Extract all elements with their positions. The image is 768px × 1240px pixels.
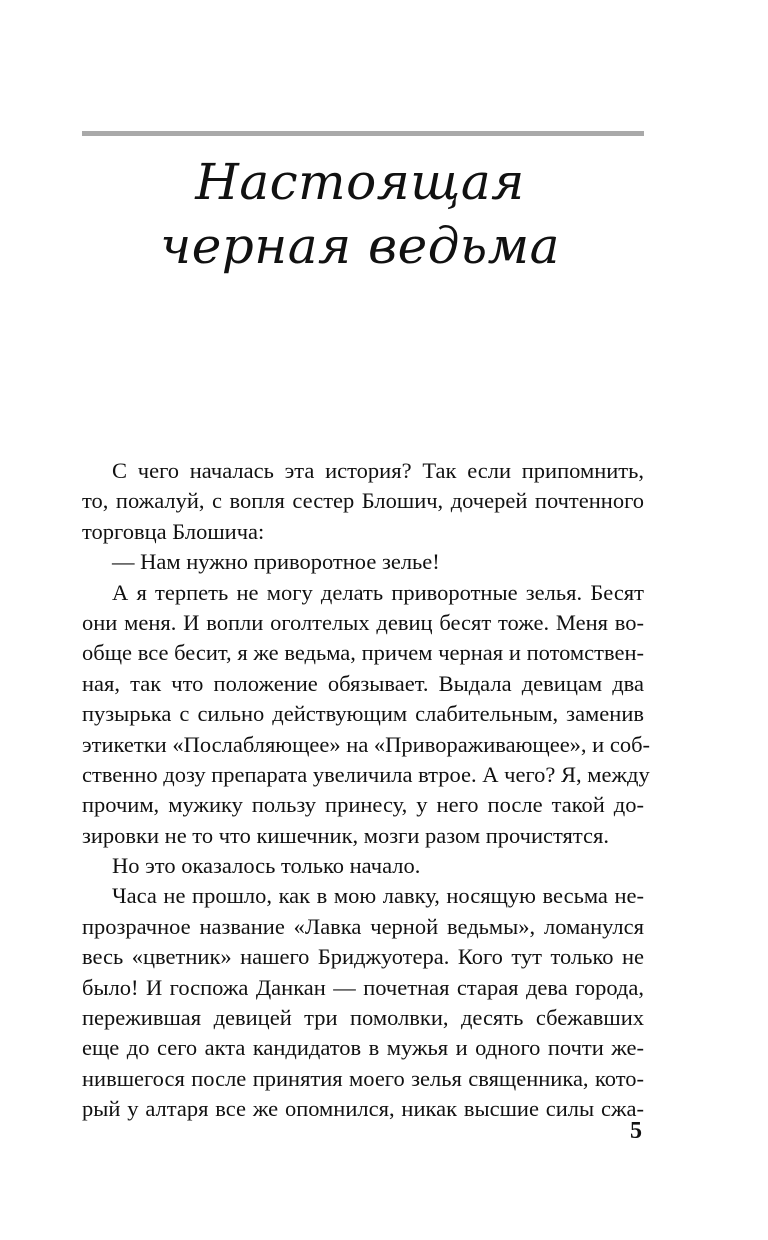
text-line: — Нам нужно приворотное зелье! [112, 549, 440, 575]
text-line: прозрачное название «Лавка черной ведьмы», ломанулся [82, 913, 644, 939]
top-rule [82, 131, 644, 136]
text-line: Но это оказалось только начало. [112, 853, 421, 879]
text-line: нившегося после принятия моего зелья священника, кото- [82, 1065, 644, 1091]
chapter-title [110, 150, 610, 278]
text-line: этикетки «Послабляющее» на «Привораживающее», и соб- [82, 731, 651, 757]
text-line: прочим, мужику пользу принесу, у него после такой до- [82, 792, 644, 818]
text-line: обще все бесит, я же ведьма, причем черная и потомствен- [82, 640, 644, 666]
text-line: было! И госпожа Данкан — почетная старая дева города, [82, 974, 644, 1000]
text-line: то, пожалуй, с вопля сестер Блошич, дочерей почтенного [82, 488, 644, 514]
text-line: весь «цветник» нашего Бриджуотера. Кого тут только не [82, 944, 644, 970]
text-line: ственно дозу препарата увеличила втрое. А чего? Я, между [82, 761, 650, 787]
text-line: пузырька с сильно действующим слабительным, заменив [82, 701, 644, 727]
text-line: зировки не то что кишечник, мозги разом прочистятся. [82, 822, 609, 848]
text-line: А я терпеть не могу делать приворотные зелья. Бесят [112, 579, 644, 605]
chapter-title-line-2: черная ведьма [160, 217, 560, 275]
chapter-title-line-1: Настоящая [195, 153, 525, 211]
text-line: Часа не прошло, как в мою лавку, носящую весьма не- [112, 883, 644, 909]
text-line: еще до сего акта кандидатов в мужья и одного почти же- [82, 1035, 644, 1061]
page-number: 5 [630, 1118, 642, 1144]
body-text [82, 456, 651, 1125]
text-line: ная, так что положение обязывает. Выдала девицам два [82, 670, 644, 696]
text-line: торговца Блошича: [82, 518, 265, 544]
text-line: рый у алтаря все же опомнился, никак высшие силы сжа- [82, 1096, 644, 1122]
text-line: они меня. И вопли оголтелых девиц бесят тоже. Меня во- [82, 609, 644, 635]
text-line: пережившая девицей три помолвки, десять сбежавших [82, 1005, 644, 1031]
text-line: С чего началась эта история? Так если припомнить, [112, 458, 644, 483]
